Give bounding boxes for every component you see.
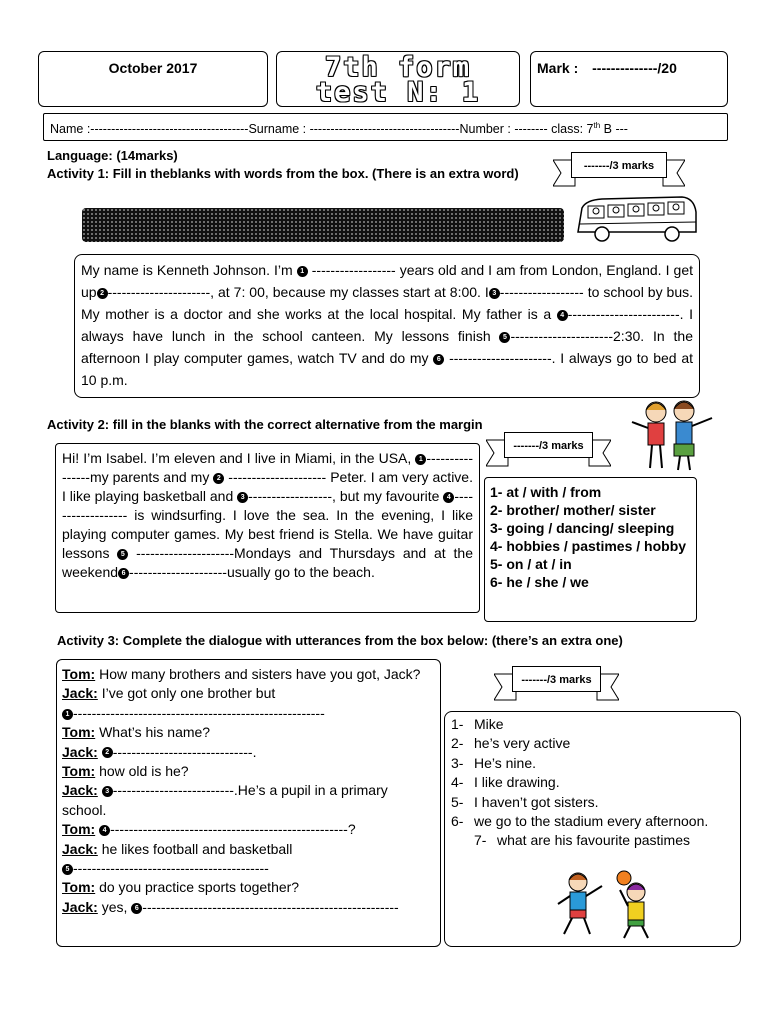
choice-item [451, 754, 734, 773]
dialogue-line [62, 665, 434, 684]
speaker-label: Jack: [62, 782, 98, 799]
blank-number-icon: 2 [213, 473, 224, 484]
dialogue-text: --------------------------.He’s a pupil in a primary school. [62, 782, 388, 818]
choice-number: 1- [451, 716, 464, 732]
choice-number: 7- [474, 832, 487, 849]
speaker-label: Jack: [62, 685, 98, 702]
text-segment: ----------------------. I always go to bed at 10 p.m. [81, 350, 693, 388]
choice-item [451, 773, 734, 792]
mark-box [530, 51, 728, 107]
choice-text: he’s very active [474, 735, 571, 752]
dialogue-text: What’s his name? [95, 724, 211, 741]
option-item: 3- going / dancing/ sleeping [490, 520, 675, 536]
choice-text: Mike [474, 716, 504, 732]
option-item: 4- hobbies / pastimes / hobby [490, 538, 687, 554]
dialogue-box [56, 659, 441, 947]
dialogue-text: he likes football and basketball [97, 840, 293, 857]
choice-text: we go to the stadium every afternoon. [474, 813, 709, 830]
choice-text: what are his favourite pastimes [497, 832, 690, 849]
student-info-row [43, 113, 728, 141]
activity2-paragraph[interactable] [62, 449, 473, 582]
dialogue-text: do you practice sports together? [95, 879, 300, 896]
speaker-label: Tom: [62, 763, 96, 780]
dialogue-line [62, 878, 434, 897]
dialogue-line [62, 898, 434, 917]
speaker-label: Tom: [62, 879, 96, 896]
test-title-line1: 7th form [324, 52, 472, 83]
text-segment: ---------------------usually go to the beach. [129, 564, 375, 580]
text-segment: Hi! I’m Isabel. I’m eleven and I live in Miami, in the USA, [62, 450, 416, 466]
dialogue-line [62, 781, 434, 820]
blank-number-icon: 1 [297, 266, 308, 277]
blank-number-icon: 4 [557, 310, 568, 321]
activity2-marks: -------/3 marks [504, 432, 593, 458]
text-segment: ----------------my parents and my [62, 450, 473, 485]
text-segment: ------------------, but my favourite [248, 488, 444, 504]
dialogue-line [62, 704, 434, 723]
test-date: October 2017 [108, 60, 198, 76]
text-segment: ----------------------2:30. In the afternoon I play computer games, watch TV and do my [81, 328, 693, 366]
activity3-choices [451, 715, 734, 851]
speaker-label: Jack: [62, 898, 98, 915]
dialogue-text: ------------------------------. [112, 743, 257, 760]
dialogue-text: ---------------------------------------------------? [110, 821, 356, 838]
blank-number-icon: 2 [102, 747, 113, 758]
activity3-instruction: Activity 3: Complete the dialogue with utterances from the box below: (there’s an extra one) [57, 633, 623, 648]
blank-number-icon: 1 [415, 454, 426, 465]
blank-number-icon: 1 [62, 709, 73, 720]
choice-number: 3- [451, 754, 464, 771]
speaker-label: Tom: [62, 821, 96, 838]
speaker-label: Tom: [62, 666, 96, 682]
speaker-label: Jack: [62, 840, 98, 857]
test-title-line2: test N: 1 [315, 77, 481, 108]
mark-label: Mark : [537, 60, 579, 76]
blank-number-icon: 6 [131, 903, 142, 914]
dialogue-text: ------------------------------------------------------ [73, 704, 325, 721]
activity2-instruction: Activity 2: fill in the blanks with the correct alternative from the margin [47, 417, 483, 432]
dialogue-text: How many brothers and sisters have you got, Jack? [95, 666, 421, 682]
mark-row [537, 60, 677, 76]
text-segment: ----------------------, at 7: 00, because my classes start at 8:00. I [107, 284, 489, 300]
choice-number: 6- [451, 813, 464, 830]
text-segment: ------------------------. I always have lunch in the school canteen. My lessons finish [81, 306, 693, 344]
blank-number-icon: 6 [118, 568, 129, 579]
text-segment: --------------------- Peter. I am very active. I like playing basketball and [62, 469, 473, 504]
class-end: B --- [600, 122, 628, 137]
dialogue-line [62, 840, 434, 859]
choice-item [451, 715, 734, 734]
choice-item [451, 793, 734, 812]
class-suffix: th [593, 121, 601, 130]
blank-number-icon: 4 [443, 492, 454, 503]
text-segment: ------------------ to school by bus. My mother is a doctor and she works at the local hospital. My father is a [81, 284, 694, 322]
activity1-marks: -------/3 marks [571, 152, 667, 178]
text-segment: ---------------------Mondays and Thursdays and at the weekend [62, 545, 473, 580]
text-segment: My name is Kenneth Johnson. I’m [81, 262, 297, 278]
blank-number-icon: 3 [489, 288, 500, 299]
choice-number: 5- [451, 793, 464, 810]
name-fields: Name :--------------------------------------Surname : ------------------------------------Number : -------- class: 7 [50, 122, 594, 137]
word-box-banner [82, 208, 564, 242]
activity2-options-box [484, 477, 697, 622]
date-box [38, 51, 268, 107]
school-bus-icon [572, 192, 700, 248]
choice-text: I like drawing. [474, 774, 560, 791]
dialogue-text: how old is he? [95, 763, 189, 780]
dialogue-text: I’ve got only one brother but [97, 685, 276, 702]
option-item: 5- on / at / in [490, 556, 572, 572]
language-heading: Language: (14marks) [47, 148, 178, 163]
option-item: 1- at / with / from [490, 484, 602, 500]
choice-text: He’s nine. [474, 754, 537, 771]
dialogue-text: ------------------------------------------------------- [142, 898, 399, 915]
dialogue-line [62, 859, 434, 878]
activity1-marks-ribbon [553, 152, 685, 188]
dialogue-line [62, 723, 434, 742]
option-item: 2- brother/ mother/ sister [490, 502, 656, 518]
title-box [276, 51, 520, 107]
activity1-paragraph[interactable] [81, 259, 693, 391]
blank-number-icon: 3 [237, 492, 248, 503]
dialogue-text: ------------------------------------------ [73, 860, 269, 877]
activity2-text-box [55, 443, 480, 613]
activity1-instruction: Activity 1: Fill in theblanks with words from the box. (There is an extra word) [47, 166, 519, 181]
activity2-marks-ribbon [486, 432, 611, 468]
choice-number: 2- [451, 735, 464, 752]
dialogue-text: yes, [97, 898, 132, 915]
blank-number-icon: 5 [499, 332, 510, 343]
choice-text: I haven’t got sisters. [474, 793, 599, 810]
blank-number-icon: 5 [62, 864, 73, 875]
choice-item [451, 831, 734, 850]
dialogue-line [62, 684, 434, 703]
blank-number-icon: 5 [117, 549, 128, 560]
choice-number: 4- [451, 774, 464, 791]
blank-number-icon: 3 [102, 786, 113, 797]
dialogue-line [62, 820, 434, 839]
choice-item [451, 734, 734, 753]
dialogue-line [62, 762, 434, 781]
activity3-marks-ribbon [494, 666, 619, 702]
text-segment: ------------------ is windsurfing. I love the sea. In the evening, I like playing computer games. My best friend is Stella. We have guitar lessons [62, 488, 474, 561]
choice-item [451, 812, 734, 831]
blank-number-icon: 4 [99, 825, 110, 836]
dialogue[interactable] [62, 665, 434, 917]
blank-number-icon: 2 [97, 288, 108, 299]
activity3-marks: -------/3 marks [512, 666, 601, 692]
speaker-label: Tom: [62, 724, 96, 741]
speaker-label: Jack: [62, 743, 98, 760]
blank-number-icon: 6 [433, 354, 444, 365]
two-girls-icon [626, 398, 718, 472]
activity2-options [490, 483, 686, 591]
student-info-fields[interactable] [50, 121, 628, 136]
mark-value: --------------/20 [592, 60, 677, 76]
dialogue-line [62, 743, 434, 762]
option-item: 6- he / she / we [490, 574, 589, 590]
boys-playing-icon [550, 868, 662, 940]
activity1-text-box [74, 254, 700, 398]
text-segment: ------------------ years old and I am from London, England. I get up [81, 262, 693, 300]
